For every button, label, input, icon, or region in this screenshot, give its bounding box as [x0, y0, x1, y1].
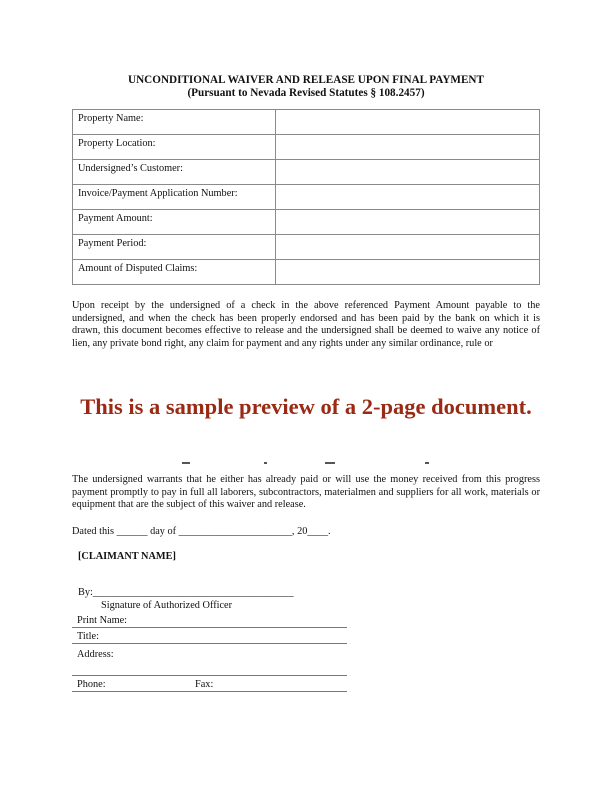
field-value-property-location[interactable]	[276, 135, 540, 160]
signature-line[interactable]: By:_______________________________________	[78, 587, 294, 598]
field-label-invoice-number: Invoice/Payment Application Number:	[73, 185, 276, 210]
release-paragraph: Upon receipt by the undersigned of a check in the above referenced Payment Amount payable to the undersigned, and when the check has been properly endorsed and has been paid by the bank on which it is drawn, this document becomes effective to release and the undersigned shall be deemed to waive any notice of lien, any private bond right, any claim for payment and any rights under any similar ordinance, rule or	[72, 300, 540, 349]
field-value-property-name[interactable]	[276, 110, 540, 135]
table-row	[73, 260, 540, 285]
signature-caption: Signature of Authorized Officer	[101, 600, 233, 611]
document-title: UNCONDITIONAL WAIVER AND RELEASE UPON FINAL PAYMENT	[128, 74, 484, 86]
print-name-label: Print Name:	[77, 615, 128, 626]
field-label-payment-period: Payment Period:	[73, 235, 276, 260]
truncated-text-fragment	[264, 462, 267, 464]
field-label-property-name: Property Name:	[73, 110, 276, 135]
table-row	[73, 185, 540, 210]
phone-label: Phone:	[77, 679, 106, 690]
fax-label: Fax:	[195, 679, 214, 690]
truncated-text-fragment	[425, 462, 429, 464]
warranty-paragraph: The undersigned warrants that he either has already paid or will use the money received from this progress payment promptly to pay in full all laborers, subcontractors, materialmen and suppliers for all work, materials or equipment that are the subject of this waiver and release.	[72, 474, 540, 511]
truncated-text-fragment	[325, 462, 335, 464]
document-subtitle: (Pursuant to Nevada Revised Statutes § 108.2457)	[187, 87, 425, 99]
preview-banner: This is a sample preview of a 2-page document.	[80, 394, 532, 419]
claimant-name: [CLAIMANT NAME]	[78, 551, 176, 562]
field-label-customer: Undersigned’s Customer:	[73, 160, 276, 185]
field-value-disputed-claims[interactable]	[276, 260, 540, 285]
field-value-customer[interactable]	[276, 160, 540, 185]
field-label-property-location: Property Location:	[73, 135, 276, 160]
field-label-disputed-claims: Amount of Disputed Claims:	[73, 260, 276, 285]
print-name-field[interactable]	[72, 614, 347, 628]
address-label: Address:	[77, 649, 114, 660]
table-row	[73, 235, 540, 260]
address-field[interactable]	[72, 648, 347, 676]
field-value-payment-period[interactable]	[276, 235, 540, 260]
truncated-text-fragment	[182, 462, 190, 464]
table-row	[73, 160, 540, 185]
property-info-table	[72, 109, 540, 285]
field-value-invoice-number[interactable]	[276, 185, 540, 210]
field-label-payment-amount: Payment Amount:	[73, 210, 276, 235]
table-row	[73, 110, 540, 135]
title-label: Title:	[77, 631, 99, 642]
table-row	[73, 135, 540, 160]
dated-line: Dated this ______ day of ______________________, 20____.	[72, 526, 331, 537]
phone-fax-field[interactable]	[72, 678, 347, 692]
table-row	[73, 210, 540, 235]
field-value-payment-amount[interactable]	[276, 210, 540, 235]
title-field[interactable]	[72, 630, 347, 644]
